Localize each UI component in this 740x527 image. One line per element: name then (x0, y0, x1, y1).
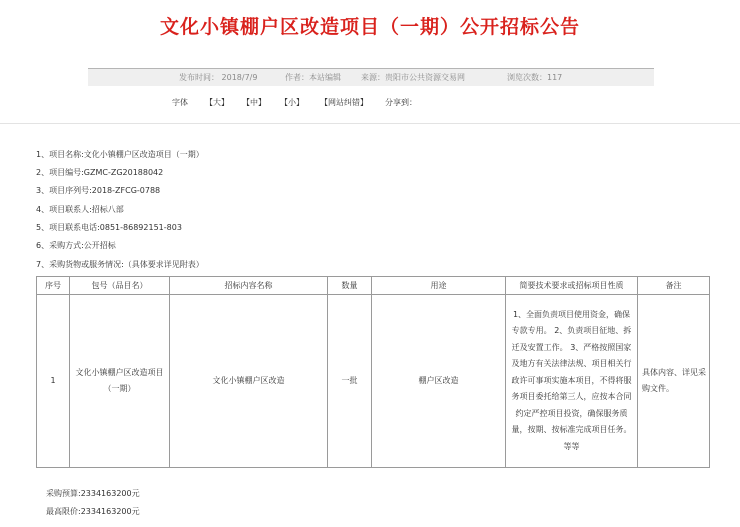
info-line-serial-number: 3、项目序列号:2018-ZFCG-0788 (36, 186, 161, 195)
header-requirements: 简要技术要求或招标项目性质 (506, 277, 638, 295)
header-index: 序号 (37, 277, 70, 295)
cell-remark: 具体内容、详见采购文件。 (638, 295, 710, 468)
info-line-method: 6、采购方式:公开招标 (36, 241, 116, 250)
author: 作者：本站编辑 (285, 73, 341, 82)
info-line-project-name: 1、项目名称:文化小镇棚户区改造项目（一期） (36, 150, 204, 159)
procurement-table (36, 276, 710, 468)
cell-index: 1 (37, 295, 70, 468)
source: 来源：贵阳市公共资源交易网 (361, 73, 465, 82)
cell-package: 文化小镇棚户区改造项目（一期） (70, 295, 170, 468)
info-line-goods: 7、采购货物或服务情况:（具体要求详见附表） (36, 260, 204, 269)
header-usage: 用途 (372, 277, 506, 295)
cell-content: 文化小镇棚户区改造 (170, 295, 328, 468)
font-label: 字体 (172, 98, 188, 107)
table-row (37, 295, 710, 468)
font-medium-link[interactable]: 【中】 (242, 98, 266, 107)
table-header-row (37, 277, 710, 295)
cell-quantity: 一批 (328, 295, 372, 468)
procurement-budget: 采购预算:2334163200元 (46, 489, 140, 498)
share-label[interactable]: 分享到： (385, 98, 417, 107)
page-title: 文化小镇棚户区改造项目（一期）公开招标公告 (159, 16, 580, 38)
cell-requirements: 1、全面负责项目使用资金，确保专款专用。 2、负责项目征地、拆迁及安置工作。 3、严格按照国家及地方有关法律法规、项目相关行政许可事项实施本项目，不得将服务项目委托给第三人，应按本合同约定严控项目投资，确保服务质量，按期、按标准完成项目任务。等等 (506, 295, 638, 468)
cell-usage: 棚户区改造 (372, 295, 506, 468)
publish-time: 发布时间： 2018/7/9 (179, 73, 258, 82)
max-price: 最高限价:2334163200元 (46, 507, 140, 516)
font-large-link[interactable]: 【大】 (205, 98, 229, 107)
info-line-phone: 5、项目联系电话:0851-86892151-803 (36, 223, 182, 232)
header-remark: 备注 (638, 277, 710, 295)
header-content: 招标内容名称 (170, 277, 328, 295)
site-correction-link[interactable]: 【网站纠错】 (320, 98, 368, 107)
font-small-link[interactable]: 【小】 (280, 98, 304, 107)
header-quantity: 数量 (328, 277, 372, 295)
divider (0, 123, 740, 124)
view-count: 浏览次数：117 (507, 73, 563, 82)
article-meta-bar (88, 68, 654, 86)
info-line-contact: 4、项目联系人:招标八部 (36, 205, 124, 214)
info-line-project-number: 2、项目编号:GZMC-ZG20188042 (36, 168, 164, 177)
header-package: 包号（品目名） (70, 277, 170, 295)
